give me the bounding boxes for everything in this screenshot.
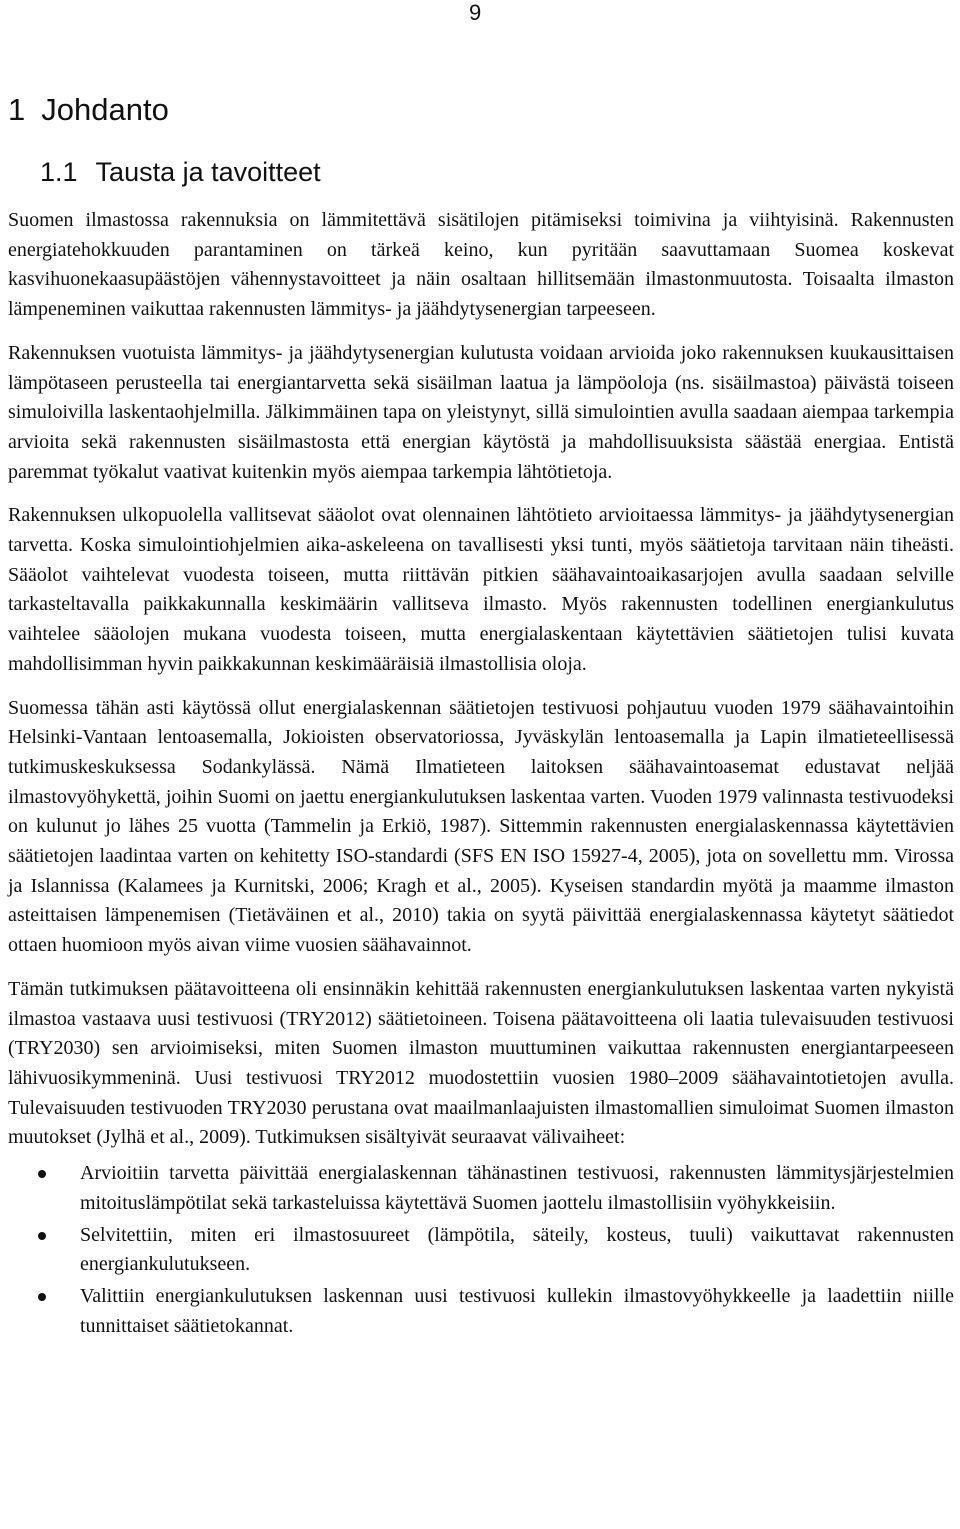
- chapter-number: 1: [8, 92, 26, 127]
- list-item: [8, 1282, 954, 1341]
- list-item-text: Valittiin energiankulutuksen laskennan uusi testivuosi kullekin ilmastovyöhykkeelle ja laadettiin niille tunnittaiset säätietokannat.: [80, 1284, 954, 1337]
- bullet-icon: [38, 1293, 46, 1301]
- bullet-icon: [38, 1170, 46, 1178]
- section-title: Tausta ja tavoitteet: [95, 157, 321, 187]
- body-text: [8, 206, 954, 1343]
- bullet-icon: [38, 1232, 46, 1240]
- list-item-text: Selvitettiin, miten eri ilmastosuureet (lämpötila, säteily, kosteus, tuuli) vaikuttavat rakennusten energiankulutukseen.: [80, 1223, 954, 1276]
- bullet-list: [8, 1159, 954, 1341]
- page-number: 9: [469, 0, 482, 25]
- list-item: [8, 1221, 954, 1280]
- list-item-text: Arvioitiin tarvetta päivittää energialaskennan tähänastinen testivuosi, rakennusten lämmitysjärjestelmien mitoituslämpötilat sekä tarkasteluissa käytettävä Suomen jaottelu ilmastollisiin vyöhykkeisiin.: [80, 1162, 954, 1214]
- paragraph-4: Suomessa tähän asti käytössä ollut energialaskennan säätietojen testivuosi pohjautuu vuoden 1979 säähavaintoihin Helsinki-Vantaan lentoasemalla, Jokioisten observatoriossa, Jyväskylän lentoasemalla ja Lapin ilmatieteellisessä tutkimuskeskuksessa Sodankylässä. Nämä Ilmatieteen laitoksen säähavaintoasemat edustavat neljää ilmastovyöhykettä, joihin Suomi on jaettu energiankulutuksen laskentaa varten. Vuoden 1979 valinnasta testivuodeksi on kulunut jo lähes 25 vuotta (Tammelin ja Erkiö, 1987). Sittemmin rakennusten energialaskennassa käytettävien säätietojen laadintaa varten on kehitetty ISO-standardi (SFS EN ISO 15927-4, 2005), jota on sovellettu mm. Virossa ja Islannissa (Kalamees ja Kurnitski, 2006; Kragh et al., 2005). Kyseisen standardin myötä ja maamme ilmaston asteittaisen lämpenemisen (Tietäväinen et al., 2010) takia on syytä päivittää energialaskennassa käytetyt säätiedot ottaen huomioon myös aivan viime vuosien säähavainnot.: [8, 696, 954, 957]
- list-item: [8, 1159, 954, 1218]
- section-heading: [40, 156, 321, 188]
- chapter-heading: [8, 92, 169, 128]
- paragraph-1: Suomen ilmastossa rakennuksia on lämmitettävä sisätilojen pitämiseksi toimivina ja viihtyisinä. Rakennusten energiatehokkuuden parantaminen on tärkeä keino, kun pyritään saavuttamaan Suomea koskevat kasvihuonekaasupäästöjen vähennystavoitteet ja näin osaltaan hillitsemään ilmastonmuutosta. Toisaalta ilmaston lämpeneminen vaikuttaa rakennusten lämmitys- ja jäähdytysenergian tarpeeseen.: [8, 209, 954, 321]
- paragraph-3: Rakennuksen ulkopuolella vallitsevat sääolot ovat olennainen lähtötieto arvioitaessa lämmitys- ja jäähdytysenergian tarvetta. Koska simulointiohjelmien aika-askeleena on tavallisesti yksi tunti, myös säätietoja tarvitaan näin tiheästi. Sääolot vaihtelevat vuodesta toiseen, mutta riittävän pitkien säähavaintoaikasarjojen avulla saadaan selville tarkasteltavalla paikkakunnalla keskimäärin vallitseva ilmasto. Myös rakennusten todellinen energiankulutus vaihtelee sääolojen mukana vuodesta toiseen, mutta energialaskentaan käytettävien säätietojen tulisi kuvata mahdollisimman hyvin paikkakunnan keskimääräisiä ilmastollisia oloja.: [8, 504, 954, 675]
- chapter-title: Johdanto: [41, 92, 169, 127]
- paragraph-2: Rakennuksen vuotuista lämmitys- ja jäähdytysenergian kulutusta voidaan arvioida joko rakennuksen kuukausittaisen lämpötaseen perusteella tai energiantarvetta sekä sisäilman laatua ja lämpöoloja (ns. sisäilmastoa) päivästä toiseen simuloivilla laskentaohjelmilla. Jälkimmäinen tapa on yleistynyt, sillä simulointien avulla saadaan aiempaa tarkempia arvioita sekä rakennusten sisäilmastosta että energian käytöstä ja mahdollisuuksista säästää energiaa. Entistä paremmat työkalut vaativat kuitenkin myös aiempaa tarkempia lähtötietoja.: [8, 341, 954, 483]
- section-number: 1.1: [40, 157, 78, 187]
- paragraph-5: Tämän tutkimuksen päätavoitteena oli ensinnäkin kehittää rakennusten energiankulutuksen laskentaa varten nykyistä ilmastoa vastaava uusi testivuosi (TRY2012) säätietoineen. Toisena päätavoitteena oli laatia tulevaisuuden testivuosi (TRY2030) sen arvioimiseksi, miten Suomen ilmaston muuttuminen vaikuttaa rakennusten energiantarpeeseen lähivuosikymmeninä. Uusi testivuosi TRY2012 muodostettiin vuosien 1980–2009 säähavaintotietojen avulla. Tulevaisuuden testivuoden TRY2030 perustana ovat maailmanlaajuisten ilmastomallien simuloimat Suomen ilmaston muutokset (Jylhä et al., 2009). Tutkimuksen sisältyivät seuraavat välivaiheet:: [8, 977, 954, 1149]
